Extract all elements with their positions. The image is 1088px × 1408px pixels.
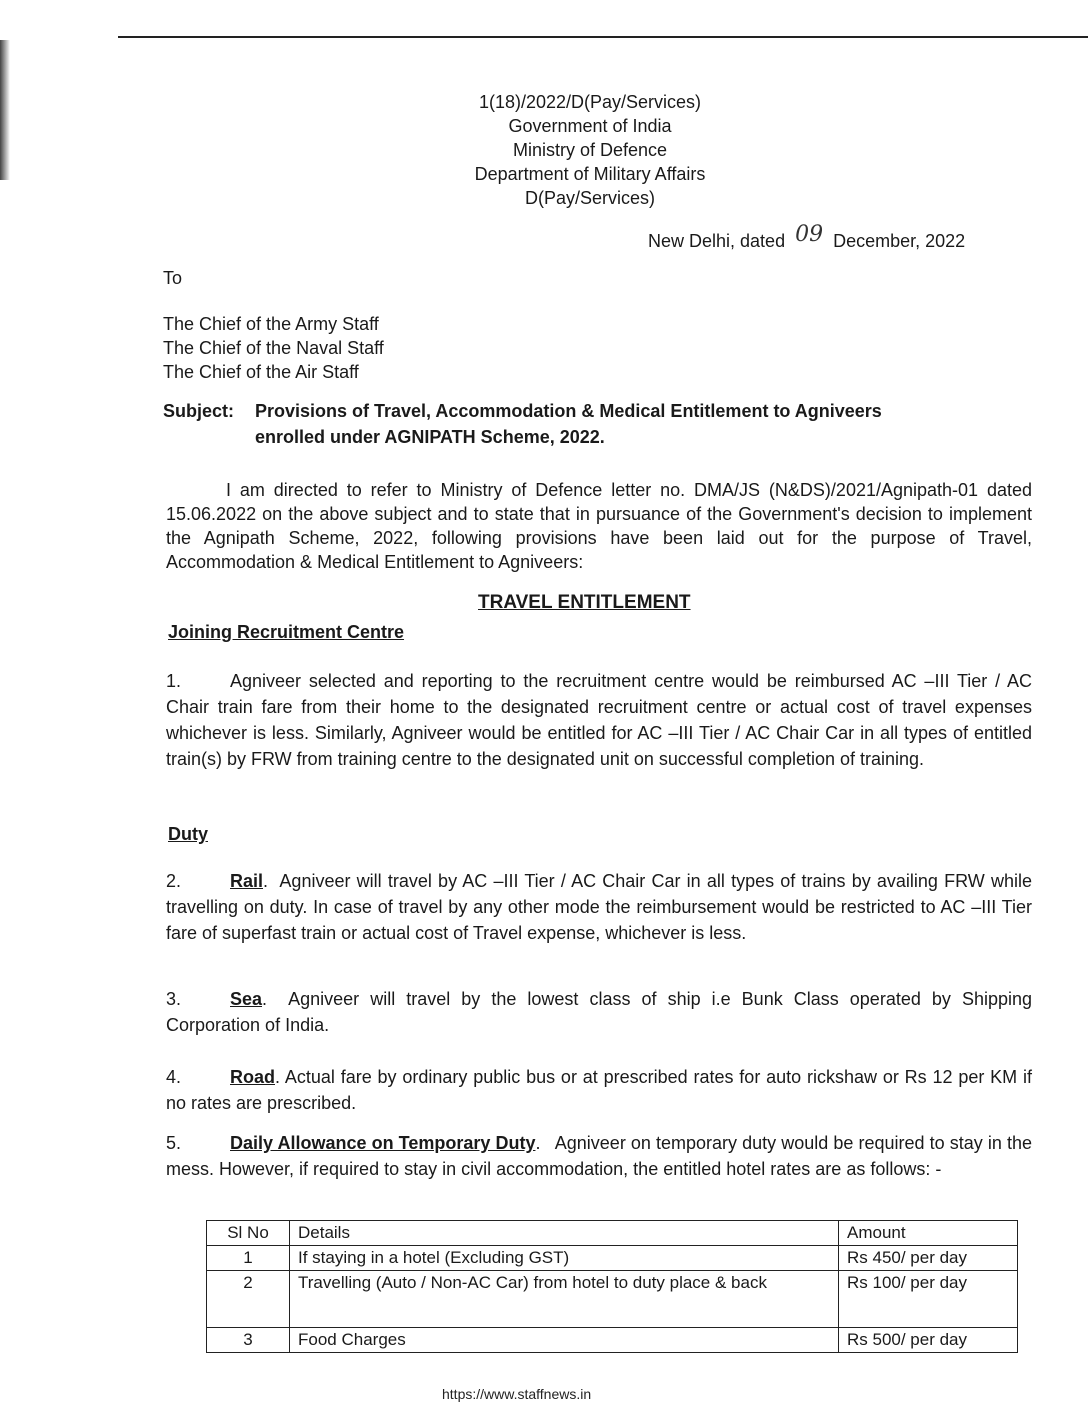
paragraph-3-text: Agniveer will travel by the lowest class of ship i.e Bunk Class operated by Shipping Corporation of India. xyxy=(166,989,1032,1035)
recipient-army: The Chief of the Army Staff xyxy=(163,314,379,334)
table-header-row xyxy=(207,1221,1018,1246)
date-line xyxy=(648,222,966,253)
row-3-sl: 3 xyxy=(207,1328,290,1353)
recipients-block xyxy=(163,312,384,384)
department-line: Department of Military Affairs xyxy=(474,164,706,184)
subject-label: Subject: xyxy=(163,401,235,421)
joining-heading: Joining Recruitment Centre xyxy=(168,622,405,642)
government-line: Government of India xyxy=(508,116,672,136)
paragraph-2-keyword: Rail xyxy=(230,871,264,891)
paragraph-5-text: Agniveer on temporary duty would be required to stay in the mess. However, if required to stay in civil accommodation, the entitled hotel rates are as follows: - xyxy=(166,1133,1032,1179)
date-suffix: December, 2022 xyxy=(833,231,966,251)
header-details: Details xyxy=(290,1221,839,1246)
ministry-line: Ministry of Defence xyxy=(512,140,668,160)
recipient-navy: The Chief of the Naval Staff xyxy=(163,338,384,358)
row-2-details: Travelling (Auto / Non-AC Car) from hotel to duty place & back xyxy=(290,1271,839,1328)
paragraph-3-number: 3. xyxy=(166,989,182,1009)
row-2-amount: Rs 100/ per day xyxy=(839,1271,1018,1328)
intro-paragraph: I am directed to refer to Ministry of Defence letter no. DMA/JS (N&DS)/2021/Agnipath-01 dated 15.06.2022 on the above subject and to state that in pursuance of the Government's decision to implement the Agnipath Scheme, 2022, following provisions have been laid out for the purpose of Travel, Accommodation & Medical Entitlement to Agniveers: xyxy=(166,480,1032,572)
hotel-rates-table xyxy=(206,1220,1018,1353)
header-sl-no: Sl No xyxy=(207,1221,290,1246)
to-label: To xyxy=(163,268,183,288)
header-amount: Amount xyxy=(839,1221,1018,1246)
scan-edge-shadow xyxy=(0,40,10,180)
paragraph-4-keyword: Road xyxy=(230,1067,275,1087)
duty-heading: Duty xyxy=(168,824,208,844)
row-1-details: If staying in a hotel (Excluding GST) xyxy=(290,1246,839,1271)
section-title-travel: TRAVEL ENTITLEMENT xyxy=(478,592,691,613)
paragraph-5-number: 5. xyxy=(166,1133,182,1153)
reference-number: 1(18)/2022/D(Pay/Services) xyxy=(478,92,702,112)
section-line: D(Pay/Services) xyxy=(524,188,656,208)
paragraph-5: 5. Daily Allowance on Temporary Duty. Agniveer on temporary duty would be required to stay in the mess. However, if required to stay in civil accommodation, the entitled hotel rates are as follows: - xyxy=(166,1130,1032,1182)
footer-watermark-url: https://www.staffnews.in xyxy=(442,1386,592,1402)
subject-line-2: enrolled under AGNIPATH Scheme, 2022. xyxy=(255,427,605,447)
row-2-sl: 2 xyxy=(207,1271,290,1328)
paragraph-4-number: 4. xyxy=(166,1067,182,1087)
paragraph-4: 4. Road. Actual fare by ordinary public bus or at prescribed rates for auto rickshaw or Rs 12 per KM if no rates are prescribed. xyxy=(166,1064,1032,1116)
paragraph-2-number: 2. xyxy=(166,871,182,891)
paragraph-2: 2. Rail. Agniveer will travel by AC –III Tier / AC Chair Car in all types of trains by availing FRW while travelling on duty. In case of travel by any other mode the reimbursement would be restricted to AC –III Tier fare of superfast train or actual cost of Travel expense, whichever is less. xyxy=(166,868,1032,946)
recipient-air: The Chief of the Air Staff xyxy=(163,362,359,382)
letter-header xyxy=(400,90,780,210)
paragraph-1 xyxy=(166,668,1032,772)
scan-edge-top xyxy=(118,36,1088,38)
paragraph-1-text: Agniveer selected and reporting to the recruitment centre would be reimbursed AC –III Tier / AC Chair train fare from their home to the designated recruitment centre or actual cost of travel expenses whichever is less. Similarly, Agniveer would be entitled for AC –III Tier / AC Chair Car in all types of entitled train(s) by FRW from training centre to the designated unit on successful completion of training. xyxy=(166,671,1032,769)
paragraph-5-keyword: Daily Allowance on Temporary Duty xyxy=(230,1133,536,1153)
handwritten-day: 09 xyxy=(795,222,824,247)
row-1-sl: 1 xyxy=(207,1246,290,1271)
table-row xyxy=(207,1271,1018,1328)
paragraph-1-number: 1. xyxy=(166,671,182,691)
paragraph-4-text: Actual fare by ordinary public bus or at prescribed rates for auto rickshaw or Rs 12 per KM if no rates are prescribed. xyxy=(166,1067,1032,1113)
date-prefix: New Delhi, dated xyxy=(648,231,786,251)
subject-block xyxy=(163,398,1033,450)
paragraph-2-text: Agniveer will travel by AC –III Tier / AC Chair Car in all types of trains by availing FRW while travelling on duty. In case of travel by any other mode the reimbursement would be restricted to AC –III Tier fare of superfast train or actual cost of Travel expense, whichever is less. xyxy=(166,871,1032,943)
subject-line-1: Provisions of Travel, Accommodation & Medical Entitlement to Agniveers xyxy=(255,401,882,421)
row-3-details: Food Charges xyxy=(290,1328,839,1353)
row-3-amount: Rs 500/ per day xyxy=(839,1328,1018,1353)
row-1-amount: Rs 450/ per day xyxy=(839,1246,1018,1271)
paragraph-3: 3. Sea. Agniveer will travel by the lowest class of ship i.e Bunk Class operated by Shipping Corporation of India. xyxy=(166,986,1032,1038)
table-row xyxy=(207,1328,1018,1353)
paragraph-3-keyword: Sea xyxy=(230,989,263,1009)
table-row xyxy=(207,1246,1018,1271)
